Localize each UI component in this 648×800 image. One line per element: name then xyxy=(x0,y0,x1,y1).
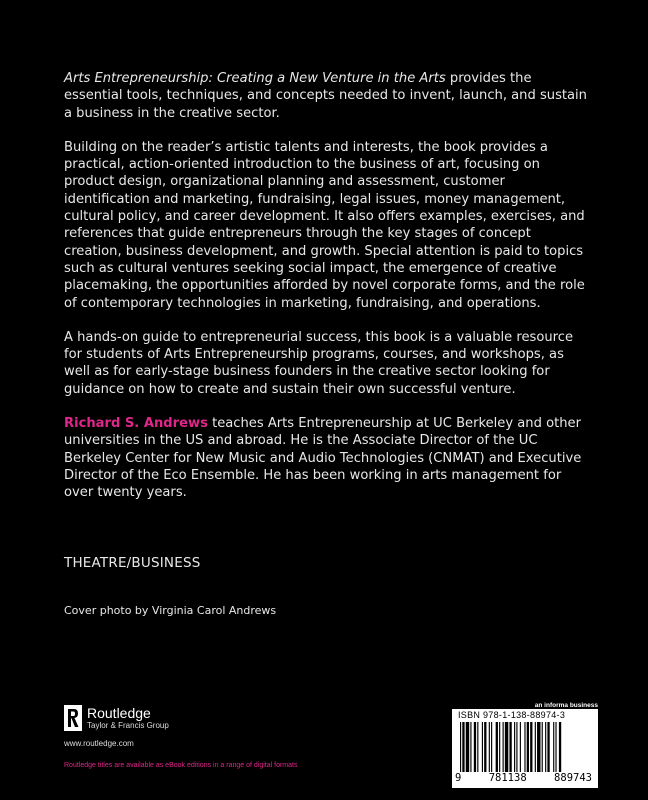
publisher-logo xyxy=(64,705,169,731)
back-cover-copy xyxy=(64,70,588,519)
author-bio xyxy=(64,415,588,501)
routledge-logo-icon xyxy=(64,705,82,731)
barcode-digit-first: 9 xyxy=(455,772,462,784)
description-paragraph: Building on the reader’s artistic talents and interests, the book provides a practical, action-oriented introduction to the business of art, focusing on product design, organizational planning and assessment, customer identification and marketing, fundraising, legal issues, money management, cultural policy, and career development. It also offers examples, exercises, and references that guide entrepreneurs through the key stages of concept creation, business development, and growth. Special attention is paid to topics such as cultural ventures seeking social impact, the emergence of creative placemaking, the opportunities afforded by novel corporate forms, and the role of contemporary technologies in marketing, fundraising, and operations. xyxy=(64,139,585,311)
cover-photo-credit: Cover photo by Virginia Carol Andrews xyxy=(64,604,277,617)
barcode-bars-icon xyxy=(460,722,592,774)
barcode-digit-group2: 889743 xyxy=(554,772,592,784)
publisher-text xyxy=(87,706,169,731)
ebook-note: Routledge titles are available as eBook editions in a range of digital formats xyxy=(64,762,298,769)
author-bio-text: teaches Arts Entrepreneurship at UC Berkeley and other universities in the US and abroad. He is the Associate Director of the UC Berkeley Center for New Music and Audio Technologies (CNMAT) and Executive Director of the Eco Ensemble. He has been working in arts management for over twenty years. xyxy=(64,416,582,501)
intro-text: provides the essential tools, techniques, and concepts needed to invent, launch, and sustain a business in the creative sector. xyxy=(64,71,587,121)
book-title-italic: Arts Entrepreneurship: Creating a New Venture in the Arts xyxy=(64,71,446,86)
barcode-digit-group1: 781138 xyxy=(488,772,527,784)
barcode-digits xyxy=(452,772,598,784)
author-name: Richard S. Andrews xyxy=(64,416,208,432)
subject-category: THEATRE/BUSINESS xyxy=(64,555,201,571)
publisher-name: Routledge xyxy=(87,704,151,721)
audience-paragraph: A hands-on guide to entrepreneurial success, this book is a valuable resource for students of Arts Entrepreneurship programs, courses, and workshops, as well as for early-stage business founders in the creative sector looking for guidance on how to create and sustain their own successful venture. xyxy=(64,329,574,397)
isbn-number: ISBN 978-1-138-88974-3 xyxy=(458,710,566,720)
intro-paragraph xyxy=(64,70,588,122)
publisher-group: Taylor & Francis Group xyxy=(87,720,169,730)
isbn-barcode xyxy=(452,709,598,788)
informa-label: an informa business xyxy=(534,702,598,709)
publisher-url[interactable]: www.routledge.com xyxy=(64,739,134,748)
